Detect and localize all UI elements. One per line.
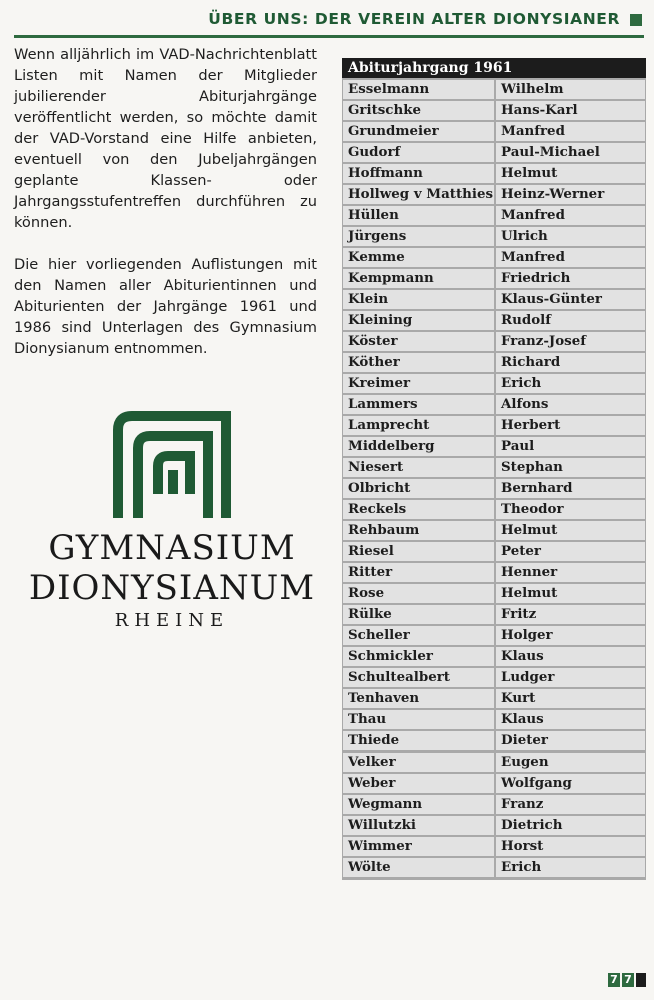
surname-cell: Jürgens <box>343 227 494 246</box>
surname-cell: Schmickler <box>343 647 494 666</box>
firstname-cell: Peter <box>496 542 645 561</box>
table-row <box>342 625 646 646</box>
surname-cell: Wimmer <box>343 837 494 856</box>
table-row <box>342 226 646 247</box>
table-row <box>342 331 646 352</box>
table-row <box>342 499 646 520</box>
firstname-cell: Kurt <box>496 689 645 708</box>
table-row <box>342 857 646 878</box>
intro-paragraph-1: Wenn alljährlich im VAD-Nachrichtenblatt Listen mit Namen der Mitglieder jubilierender Abiturjahrgänge veröffentlicht werden, so möchte damit der VAD-Vorstand eine Hilfe anbieten, eventuell von den Jubeljahrgängen geplante Klassen- oder Jahrgangsstufentreffen durchführen zu können. <box>14 46 317 231</box>
surname-cell: Scheller <box>343 626 494 645</box>
page-marker <box>636 973 646 987</box>
table-row <box>342 815 646 836</box>
surname-cell: Rose <box>343 584 494 603</box>
firstname-cell: Wilhelm <box>496 80 645 99</box>
table-row <box>342 709 646 730</box>
graduates-table <box>342 58 646 880</box>
surname-cell: Gudorf <box>343 143 494 162</box>
table-row <box>342 836 646 857</box>
surname-cell: Middelberg <box>343 437 494 456</box>
firstname-cell: Manfred <box>496 206 645 225</box>
surname-cell: Wegmann <box>343 795 494 814</box>
table-row <box>342 478 646 499</box>
surname-cell: Tenhaven <box>343 689 494 708</box>
firstname-cell: Klaus <box>496 647 645 666</box>
table-row <box>342 730 646 751</box>
logo-text-dionysianum: DIONYSIANUM <box>28 568 316 608</box>
table-row <box>342 268 646 289</box>
firstname-cell: Alfons <box>496 395 645 414</box>
firstname-cell: Hans-Karl <box>496 101 645 120</box>
firstname-cell: Klaus-Günter <box>496 290 645 309</box>
intro-paragraph-2: Die hier vorliegenden Auflistungen mit den Namen aller Abiturientinnen und Abiturienten der Jahrgänge 1961 und 1986 sind Unterlagen des Gymnasium Dionysianum entnommen. <box>14 256 317 357</box>
firstname-cell: Herbert <box>496 416 645 435</box>
surname-cell: Köther <box>343 353 494 372</box>
surname-cell: Kempmann <box>343 269 494 288</box>
firstname-cell: Ludger <box>496 668 645 687</box>
surname-cell: Reckels <box>343 500 494 519</box>
logo-text-gymnasium: GYMNASIUM <box>48 528 296 568</box>
table-row <box>342 310 646 331</box>
table-title: Abiturjahrgang 1961 <box>342 58 646 78</box>
surname-cell: Rülke <box>343 605 494 624</box>
surname-cell: Rehbaum <box>343 521 494 540</box>
firstname-cell: Theodor <box>496 500 645 519</box>
page-digit: 7 <box>622 973 634 987</box>
surname-cell: Hollweg v Matthies <box>343 185 494 204</box>
firstname-cell: Holger <box>496 626 645 645</box>
firstname-cell: Horst <box>496 837 645 856</box>
table-row <box>342 773 646 794</box>
firstname-cell: Rudolf <box>496 311 645 330</box>
surname-cell: Kreimer <box>343 374 494 393</box>
table-row <box>342 247 646 268</box>
table-row <box>342 688 646 709</box>
table-row <box>342 415 646 436</box>
firstname-cell: Henner <box>496 563 645 582</box>
table-row <box>342 142 646 163</box>
surname-cell: Lamprecht <box>343 416 494 435</box>
table-row <box>342 394 646 415</box>
table-row <box>342 752 646 773</box>
firstname-cell: Fritz <box>496 605 645 624</box>
firstname-cell: Helmut <box>496 521 645 540</box>
firstname-cell: Helmut <box>496 164 645 183</box>
table-row <box>342 289 646 310</box>
firstname-cell: Manfred <box>496 248 645 267</box>
table-row <box>342 667 646 688</box>
page-header <box>0 8 654 38</box>
table-row <box>342 646 646 667</box>
firstname-cell: Franz-Josef <box>496 332 645 351</box>
table-row <box>342 163 646 184</box>
table-row <box>342 794 646 815</box>
surname-cell: Willutzki <box>343 816 494 835</box>
surname-cell: Hoffmann <box>343 164 494 183</box>
table-row <box>342 121 646 142</box>
firstname-cell: Eugen <box>496 753 645 772</box>
surname-cell: Olbricht <box>343 479 494 498</box>
surname-cell: Klein <box>343 290 494 309</box>
section-title: ÜBER UNS: DER VEREIN ALTER DIONYSIANER <box>208 10 620 28</box>
firstname-cell: Wolfgang <box>496 774 645 793</box>
surname-cell: Kleining <box>343 311 494 330</box>
surname-cell: Gritschke <box>343 101 494 120</box>
table-row <box>342 100 646 121</box>
table-row <box>342 436 646 457</box>
surname-cell: Thau <box>343 710 494 729</box>
header-divider <box>14 35 644 38</box>
school-logo <box>22 410 322 640</box>
table-row <box>342 520 646 541</box>
surname-cell: Köster <box>343 332 494 351</box>
table-body <box>342 78 646 880</box>
table-row <box>342 205 646 226</box>
firstname-cell: Manfred <box>496 122 645 141</box>
firstname-cell: Erich <box>496 374 645 393</box>
logo-text-rheine: RHEINE <box>114 610 230 631</box>
surname-cell: Grundmeier <box>343 122 494 141</box>
firstname-cell: Ulrich <box>496 227 645 246</box>
firstname-cell: Richard <box>496 353 645 372</box>
table-row <box>342 562 646 583</box>
surname-cell: Riesel <box>343 542 494 561</box>
surname-cell: Wölte <box>343 858 494 877</box>
firstname-cell: Bernhard <box>496 479 645 498</box>
firstname-cell: Heinz-Werner <box>496 185 645 204</box>
firstname-cell: Klaus <box>496 710 645 729</box>
firstname-cell: Erich <box>496 858 645 877</box>
table-row <box>342 373 646 394</box>
surname-cell: Kemme <box>343 248 494 267</box>
page-digit: 7 <box>608 973 620 987</box>
surname-cell: Hüllen <box>343 206 494 225</box>
firstname-cell: Dieter <box>496 731 645 750</box>
arch-emblem-icon <box>108 410 236 520</box>
table-row <box>342 457 646 478</box>
intro-text <box>14 44 317 380</box>
surname-cell: Weber <box>343 774 494 793</box>
firstname-cell: Paul-Michael <box>496 143 645 162</box>
surname-cell: Ritter <box>343 563 494 582</box>
surname-cell: Velker <box>343 753 494 772</box>
table-row <box>342 541 646 562</box>
square-marker-icon <box>630 14 642 26</box>
table-row <box>342 583 646 604</box>
firstname-cell: Franz <box>496 795 645 814</box>
surname-cell: Thiede <box>343 731 494 750</box>
surname-cell: Lammers <box>343 395 494 414</box>
table-row <box>342 604 646 625</box>
firstname-cell: Helmut <box>496 584 645 603</box>
table-row <box>342 79 646 100</box>
firstname-cell: Stephan <box>496 458 645 477</box>
page-number <box>608 973 646 987</box>
table-row <box>342 352 646 373</box>
firstname-cell: Dietrich <box>496 816 645 835</box>
surname-cell: Schultealbert <box>343 668 494 687</box>
firstname-cell: Paul <box>496 437 645 456</box>
table-row <box>342 184 646 205</box>
surname-cell: Niesert <box>343 458 494 477</box>
surname-cell: Esselmann <box>343 80 494 99</box>
firstname-cell: Friedrich <box>496 269 645 288</box>
